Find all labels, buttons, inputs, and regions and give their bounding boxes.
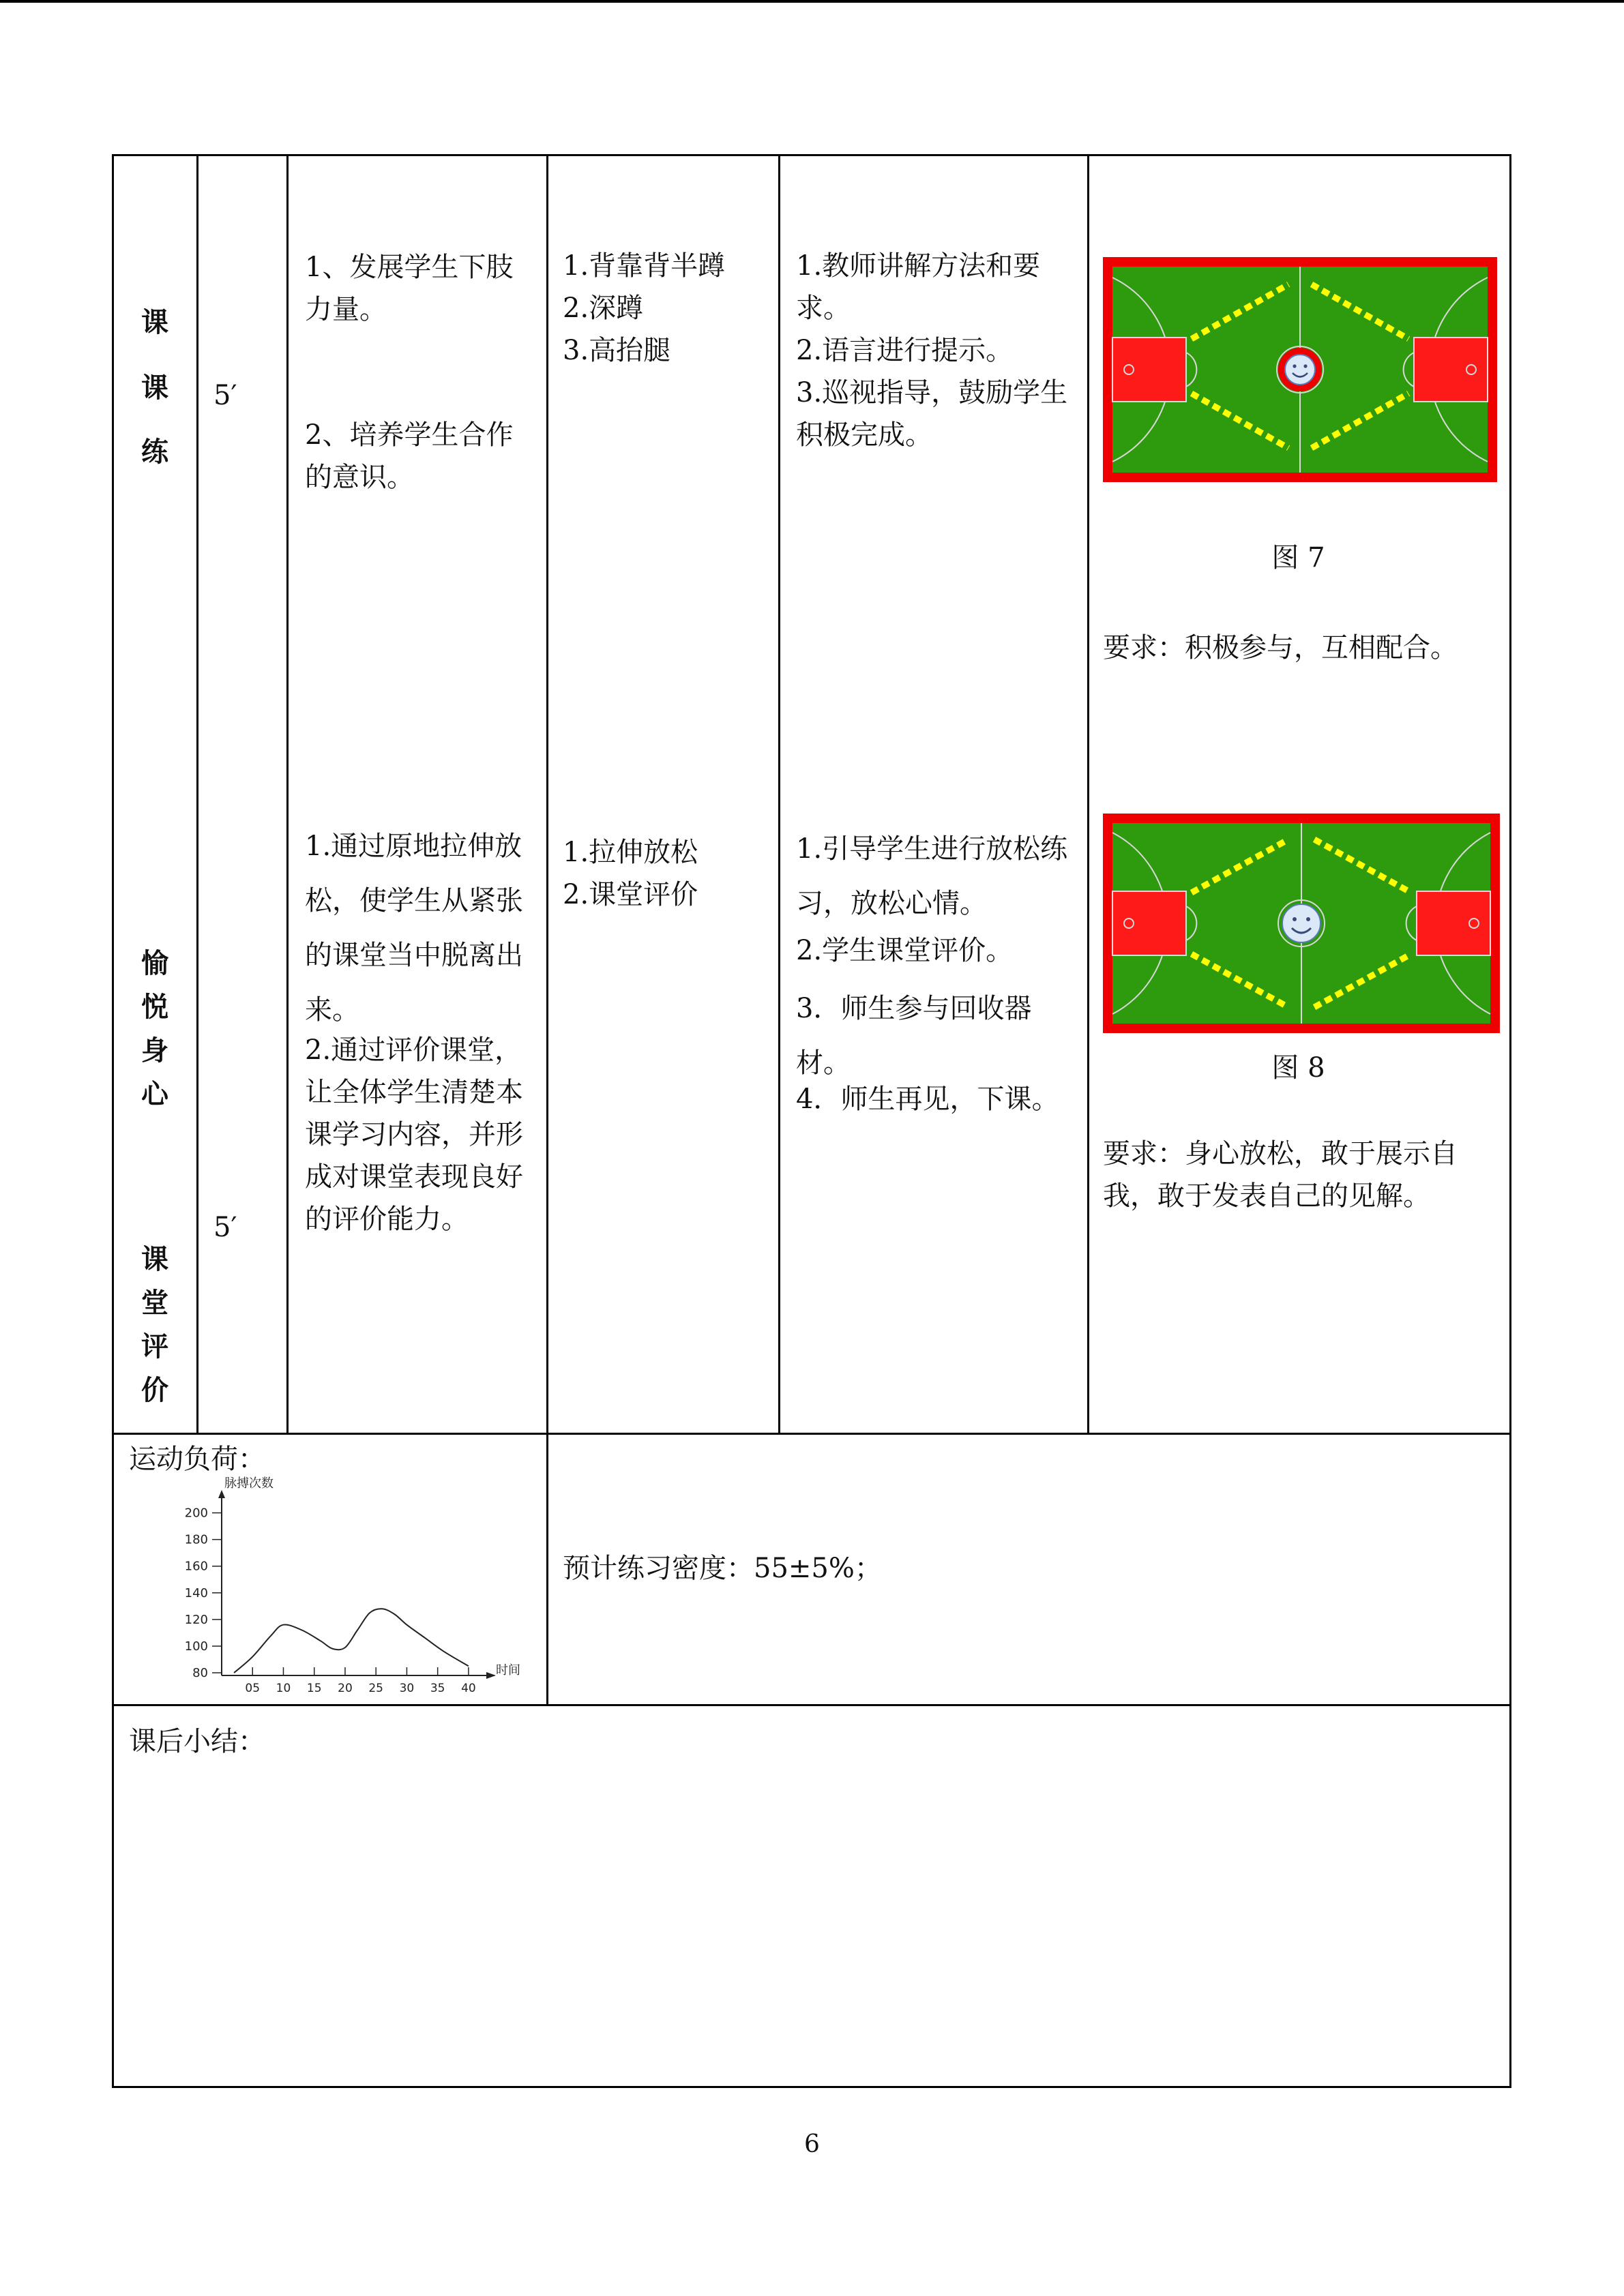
- col-rule: [546, 156, 548, 1704]
- y-tick-label: 180: [184, 1532, 208, 1547]
- method-text: 4．师生再见，下课。: [796, 1084, 1059, 1115]
- summary-label: 课后小结：: [129, 1726, 265, 1757]
- y-axis-arrow: [218, 1490, 225, 1498]
- x-tick-label: 20: [338, 1682, 353, 1695]
- requirement-text: 要求：积极参与，互相配合。: [1103, 632, 1458, 664]
- smiley-icon: [1282, 904, 1320, 942]
- y-tick-label: 140: [184, 1585, 208, 1600]
- requirement-text: 要求：身心放松，敢于展示自我，敢于发表自己的见解。: [1103, 1138, 1458, 1212]
- heart-rate-line: [234, 1609, 469, 1673]
- smiley-icon: [1285, 355, 1315, 385]
- figure-caption: 图 8: [1271, 1052, 1325, 1084]
- x-tick-label: 10: [276, 1682, 291, 1695]
- page-number: 6: [804, 2130, 820, 2158]
- col-rule: [286, 156, 289, 1433]
- y-axis-label: 脉搏次数: [224, 1476, 274, 1491]
- court-diagram-7: [1103, 257, 1497, 482]
- x-tick-label: 15: [306, 1682, 322, 1695]
- row-rule: [114, 1433, 1509, 1435]
- heart-rate-chart: [148, 1476, 520, 1703]
- stage-label-practice: 课 课 练: [141, 306, 168, 468]
- method-text: 1.教师讲解方法和要求。 2.语言进行提示。 3.巡视指导，鼓励学生积极完成。: [796, 250, 1068, 451]
- goal-text: 2.通过评价课堂，让全体学生清楚本课学习内容，并形成对课堂表现良好的评价能力。: [305, 1034, 523, 1235]
- x-tick-label: 35: [430, 1682, 445, 1695]
- col-rule: [1087, 156, 1089, 1433]
- method-text: 3．师生参与回收器材。: [796, 993, 1032, 1079]
- stage-label-relax: 愉 悦 身 心: [141, 947, 168, 1110]
- figure-caption: 图 7: [1271, 542, 1325, 573]
- x-axis-arrow: [486, 1672, 496, 1679]
- goal-text: 1.通过原地拉伸放松，使学生从紧张的课堂当中脱离出来。: [305, 831, 523, 1026]
- x-tick-label: 05: [245, 1682, 261, 1695]
- y-tick-label: 120: [184, 1612, 208, 1627]
- y-tick-label: 100: [184, 1639, 208, 1654]
- goal-text: 2、培养学生合作的意识。: [305, 419, 514, 493]
- page-top-rule: [0, 0, 1624, 3]
- content-list: 1.背靠背半蹲 2.深蹲 3.高抬腿: [563, 250, 726, 366]
- stage-label-evaluate: 课 堂 评 价: [141, 1243, 168, 1406]
- method-text: 2.学生课堂评价。: [796, 935, 1014, 966]
- method-text: 1.引导学生进行放松练习，放松心情。: [796, 833, 1068, 919]
- col-rule: [778, 156, 780, 1433]
- time-value: 5′: [213, 1212, 237, 1243]
- goal-text: 1、发展学生下肢力量。: [305, 252, 514, 325]
- x-axis-label: 时间: [496, 1663, 520, 1678]
- x-tick-label: 30: [399, 1682, 415, 1695]
- y-tick-label: 200: [184, 1506, 208, 1521]
- density-text: 预计练习密度：55±5%；: [563, 1553, 882, 1584]
- row-rule: [114, 1704, 1509, 1706]
- time-value: 5′: [213, 380, 237, 411]
- col-rule: [196, 156, 198, 1433]
- load-label: 运动负荷：: [129, 1444, 265, 1475]
- content-list: 1.拉伸放松 2.课堂评价: [563, 837, 698, 910]
- x-tick-label: 25: [368, 1682, 384, 1695]
- x-tick-label: 40: [461, 1682, 476, 1695]
- y-tick-label: 80: [192, 1666, 208, 1681]
- court-diagram-8: [1103, 814, 1500, 1033]
- y-tick-label: 160: [184, 1559, 208, 1574]
- lesson-plan-table: [112, 154, 1511, 2088]
